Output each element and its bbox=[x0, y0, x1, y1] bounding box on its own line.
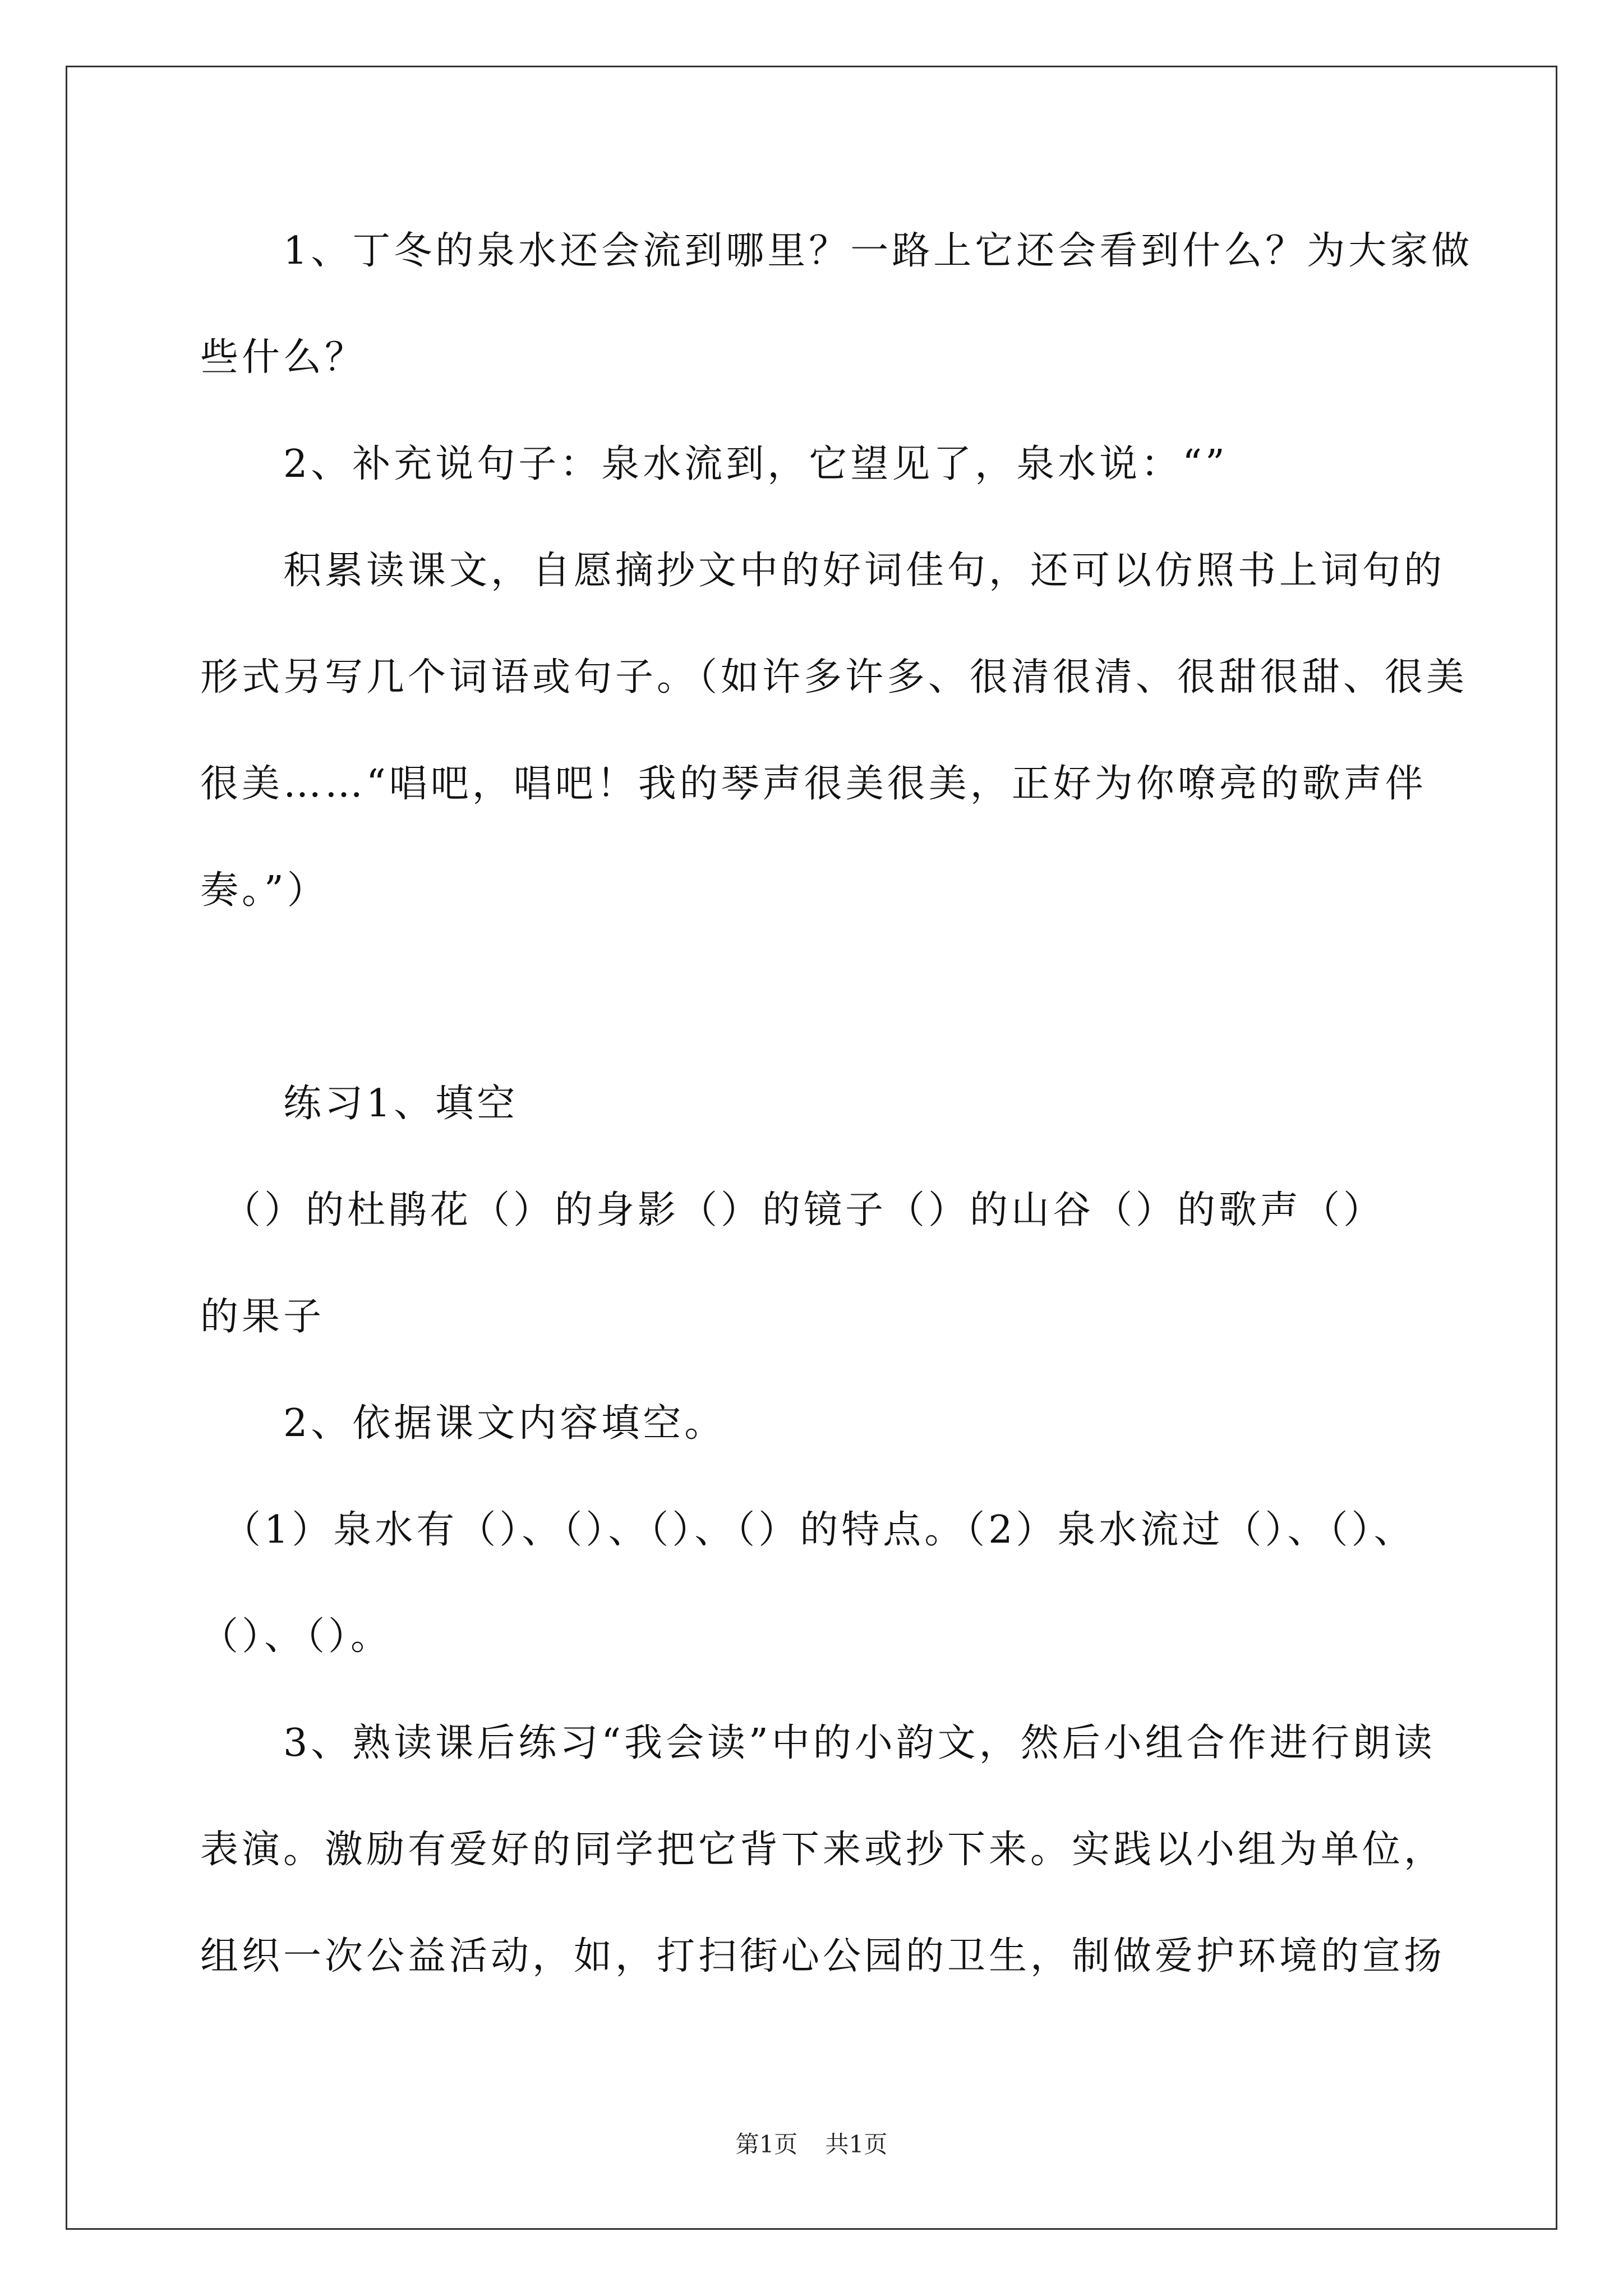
text-line: 1、丁冬的泉水还会流到哪里？一路上它还会看到什么？为大家做 bbox=[200, 229, 1473, 273]
text-line: （1）泉水有（）、（）、（）、（）的特点。（2）泉水流过（）、（）、 bbox=[200, 1508, 1415, 1552]
text-line: （）、（）。 bbox=[200, 1614, 393, 1659]
text-line: 组织一次公益活动，如，打扫街心公园的卫生，制做爱护环境的宣扬 bbox=[200, 1934, 1446, 1978]
text-line: 形式另写几个词语或句子。（如许多许多、很清很清、很甜很甜、很美 bbox=[200, 655, 1468, 700]
text-line: 些什么？ bbox=[200, 335, 367, 380]
page-total: 共1页 bbox=[825, 2131, 888, 2158]
text-line: 3、熟读课后练习“我会读”中的小韵文，然后小组合作进行朗读 bbox=[200, 1721, 1436, 1765]
page-footer bbox=[0, 2126, 1623, 2160]
text-line: 的果子 bbox=[200, 1295, 325, 1339]
text-line: 积累读课文，自愿摘抄文中的好词佳句，还可以仿照书上词句的 bbox=[200, 549, 1446, 593]
exercise-heading: 练习1、填空 bbox=[200, 1082, 519, 1126]
text-line: 很美……“唱吧，唱吧！我的琴声很美很美，正好为你嘹亮的歌声伴 bbox=[200, 762, 1427, 806]
text-line: 2、补充说句子：泉水流到，它望见了，泉水说：“” bbox=[200, 442, 1228, 486]
page-number: 第1页 bbox=[735, 2131, 798, 2158]
text-line: 2、依据课文内容填空。 bbox=[200, 1401, 726, 1446]
text-line: （）的杜鹃花（）的身影（）的镜子（）的山谷（）的歌声（） bbox=[200, 1188, 1385, 1232]
text-line: 表演。激励有爱好的同学把它背下来或抄下来。实践以小组为单位， bbox=[200, 1828, 1446, 1872]
text-line: 奏。”） bbox=[200, 868, 329, 913]
